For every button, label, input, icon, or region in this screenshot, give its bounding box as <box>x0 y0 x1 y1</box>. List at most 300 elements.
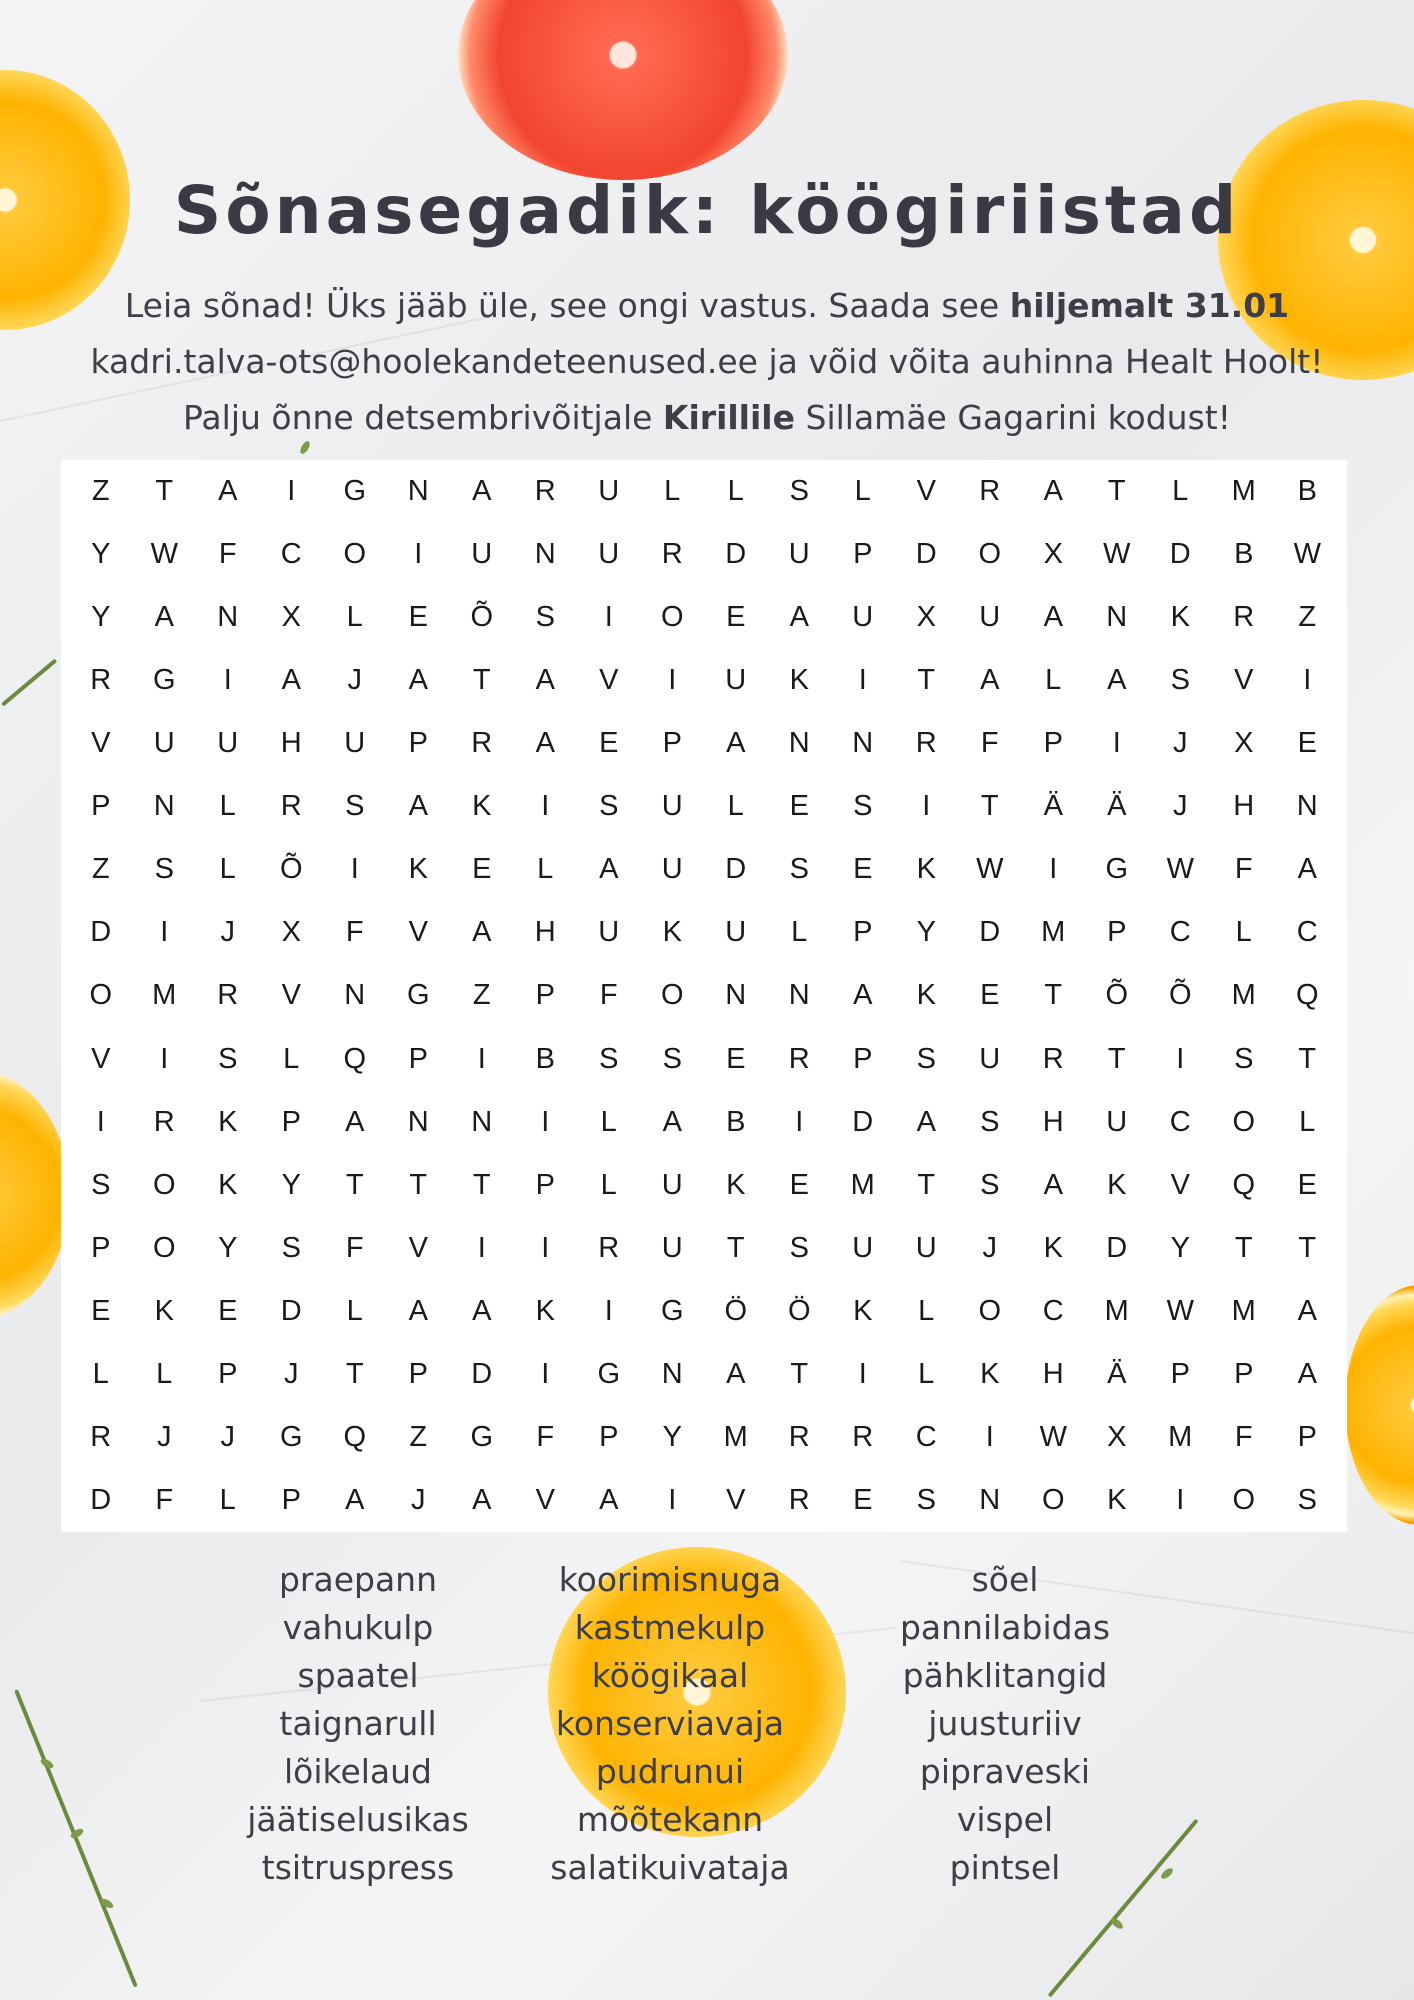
grid-letter[interactable]: R <box>471 727 493 760</box>
grid-letter[interactable]: I <box>477 1231 486 1264</box>
grid-letter[interactable]: I <box>1112 727 1121 760</box>
grid-letter[interactable]: K <box>853 1294 873 1327</box>
grid-letter[interactable]: W <box>1166 853 1194 886</box>
grid-letter[interactable]: P <box>408 1357 428 1390</box>
grid-letter[interactable]: N <box>852 727 874 760</box>
grid-letter[interactable]: Y <box>662 1420 682 1453</box>
grid-letter[interactable]: E <box>853 853 873 886</box>
grid-letter[interactable]: A <box>1043 601 1063 634</box>
grid-letter[interactable]: Ä <box>1107 1357 1127 1390</box>
grid-letter[interactable]: S <box>535 601 555 634</box>
grid-letter[interactable]: M <box>723 1420 748 1453</box>
grid-letter[interactable]: A <box>853 979 873 1012</box>
grid-letter[interactable]: X <box>281 601 301 634</box>
grid-letter[interactable]: I <box>1176 1042 1185 1075</box>
grid-letter[interactable]: V <box>408 1231 428 1264</box>
grid-letter[interactable]: N <box>979 1483 1001 1516</box>
grid-letter[interactable]: P <box>1107 916 1127 949</box>
grid-letter[interactable]: R <box>217 979 239 1012</box>
grid-letter[interactable]: E <box>599 727 619 760</box>
grid-letter[interactable]: A <box>472 1483 492 1516</box>
grid-letter[interactable]: A <box>980 664 1000 697</box>
grid-letter[interactable]: N <box>661 1357 683 1390</box>
grid-letter[interactable]: K <box>1107 1168 1127 1201</box>
grid-letter[interactable]: P <box>853 538 873 571</box>
grid-letter[interactable]: D <box>852 1105 874 1138</box>
grid-letter[interactable]: G <box>470 1420 494 1453</box>
grid-letter[interactable]: T <box>472 664 491 697</box>
grid-letter[interactable]: Y <box>91 538 111 571</box>
grid-letter[interactable]: O <box>978 538 1002 571</box>
grid-letter[interactable]: Ö <box>787 1294 811 1327</box>
grid-letter[interactable]: Ö <box>724 1294 748 1327</box>
grid-letter[interactable]: L <box>918 1294 935 1327</box>
grid-letter[interactable]: A <box>472 475 492 508</box>
grid-letter[interactable]: N <box>788 727 810 760</box>
grid-letter[interactable]: I <box>541 1105 550 1138</box>
grid-letter[interactable]: N <box>471 1105 493 1138</box>
grid-letter[interactable]: J <box>157 1420 172 1453</box>
grid-letter[interactable]: U <box>725 916 747 949</box>
grid-letter[interactable]: S <box>980 1168 1000 1201</box>
grid-letter[interactable]: E <box>980 979 1000 1012</box>
grid-letter[interactable]: V <box>535 1483 555 1516</box>
grid-letter[interactable]: G <box>343 475 367 508</box>
grid-letter[interactable]: P <box>662 727 682 760</box>
grid-letter[interactable]: U <box>217 727 239 760</box>
grid-letter[interactable]: T <box>917 1168 936 1201</box>
grid-letter[interactable]: L <box>156 1357 173 1390</box>
grid-letter[interactable]: H <box>534 916 556 949</box>
grid-letter[interactable]: R <box>598 1231 620 1264</box>
grid-letter[interactable]: O <box>660 601 684 634</box>
grid-letter[interactable]: U <box>598 538 620 571</box>
grid-letter[interactable]: Z <box>91 475 110 508</box>
grid-letter[interactable]: I <box>541 1357 550 1390</box>
grid-letter[interactable]: E <box>408 601 428 634</box>
grid-letter[interactable]: E <box>789 790 809 823</box>
grid-letter[interactable]: R <box>1233 601 1255 634</box>
grid-letter[interactable]: G <box>279 1420 303 1453</box>
grid-letter[interactable]: W <box>976 853 1004 886</box>
grid-letter[interactable]: P <box>91 790 111 823</box>
grid-letter[interactable]: U <box>852 1231 874 1264</box>
grid-letter[interactable]: A <box>154 601 174 634</box>
grid-letter[interactable]: S <box>1234 1042 1254 1075</box>
grid-letter[interactable]: L <box>283 1042 300 1075</box>
grid-letter[interactable]: N <box>788 979 810 1012</box>
grid-letter[interactable]: D <box>725 853 747 886</box>
grid-letter[interactable]: Õ <box>1105 979 1129 1012</box>
grid-letter[interactable]: S <box>218 1042 238 1075</box>
grid-letter[interactable]: N <box>407 475 429 508</box>
grid-letter[interactable]: Q <box>343 1420 367 1453</box>
grid-letter[interactable]: S <box>599 790 619 823</box>
grid-letter[interactable]: W <box>1103 538 1131 571</box>
grid-letter[interactable]: U <box>661 1168 683 1201</box>
grid-letter[interactable]: K <box>408 853 428 886</box>
grid-letter[interactable]: T <box>980 790 999 823</box>
grid-letter[interactable]: L <box>346 601 363 634</box>
grid-letter[interactable]: U <box>344 727 366 760</box>
grid-letter[interactable]: F <box>345 1231 364 1264</box>
grid-letter[interactable]: B <box>1234 538 1254 571</box>
grid-letter[interactable]: L <box>1299 1105 1316 1138</box>
grid-letter[interactable]: Q <box>1232 1168 1256 1201</box>
grid-letter[interactable]: S <box>91 1168 111 1201</box>
grid-letter[interactable]: Z <box>409 1420 428 1453</box>
grid-letter[interactable]: Õ <box>470 601 494 634</box>
grid-letter[interactable]: Z <box>91 853 110 886</box>
grid-letter[interactable]: P <box>853 916 873 949</box>
grid-letter[interactable]: P <box>408 1042 428 1075</box>
grid-letter[interactable]: U <box>598 475 620 508</box>
grid-letter[interactable]: A <box>726 1357 746 1390</box>
grid-letter[interactable]: B <box>726 1105 746 1138</box>
grid-letter[interactable]: A <box>599 1483 619 1516</box>
grid-letter[interactable]: F <box>218 538 237 571</box>
grid-letter[interactable]: U <box>788 538 810 571</box>
grid-letter[interactable]: T <box>409 1168 428 1201</box>
grid-letter[interactable]: S <box>1170 664 1190 697</box>
grid-letter[interactable]: K <box>1107 1483 1127 1516</box>
grid-letter[interactable]: M <box>1168 1420 1193 1453</box>
grid-letter[interactable]: N <box>153 790 175 823</box>
grid-letter[interactable]: A <box>662 1105 682 1138</box>
grid-letter[interactable]: T <box>1107 1042 1126 1075</box>
grid-letter[interactable]: K <box>916 979 936 1012</box>
grid-letter[interactable]: L <box>537 853 554 886</box>
grid-letter[interactable]: X <box>1043 538 1063 571</box>
grid-letter[interactable]: Y <box>1170 1231 1190 1264</box>
grid-letter[interactable]: N <box>344 979 366 1012</box>
grid-letter[interactable]: H <box>1042 1105 1064 1138</box>
grid-letter[interactable]: L <box>664 475 681 508</box>
grid-letter[interactable]: V <box>1170 1168 1190 1201</box>
grid-letter[interactable]: M <box>1231 1294 1256 1327</box>
grid-letter[interactable]: S <box>916 1042 936 1075</box>
grid-letter[interactable]: M <box>1231 475 1256 508</box>
grid-letter[interactable]: C <box>1042 1294 1064 1327</box>
grid-letter[interactable]: I <box>604 1294 613 1327</box>
grid-letter[interactable]: R <box>1042 1042 1064 1075</box>
grid-letter[interactable]: L <box>600 1105 617 1138</box>
grid-letter[interactable]: T <box>1107 475 1126 508</box>
grid-letter[interactable]: L <box>1045 664 1062 697</box>
grid-letter[interactable]: T <box>345 1357 364 1390</box>
grid-letter[interactable]: N <box>1296 790 1318 823</box>
grid-letter[interactable]: Y <box>91 601 111 634</box>
grid-letter[interactable]: I <box>223 664 232 697</box>
grid-letter[interactable]: F <box>599 979 618 1012</box>
grid-letter[interactable]: A <box>1297 1357 1317 1390</box>
grid-letter[interactable]: A <box>281 664 301 697</box>
grid-letter[interactable]: U <box>915 1231 937 1264</box>
grid-letter[interactable]: G <box>406 979 430 1012</box>
grid-letter[interactable]: K <box>916 853 936 886</box>
grid-letter[interactable]: F <box>1234 1420 1253 1453</box>
grid-letter[interactable]: L <box>918 1357 935 1390</box>
grid-letter[interactable]: U <box>153 727 175 760</box>
grid-letter[interactable]: R <box>280 790 302 823</box>
grid-letter[interactable]: D <box>1169 538 1191 571</box>
grid-letter[interactable]: R <box>788 1042 810 1075</box>
grid-letter[interactable]: O <box>1232 1483 1256 1516</box>
grid-letter[interactable]: I <box>795 1105 804 1138</box>
grid-letter[interactable]: T <box>1298 1231 1317 1264</box>
grid-letter[interactable]: I <box>287 475 296 508</box>
grid-letter[interactable]: Y <box>916 916 936 949</box>
grid-letter[interactable]: O <box>978 1294 1002 1327</box>
grid-letter[interactable]: K <box>218 1168 238 1201</box>
grid-letter[interactable]: L <box>854 475 871 508</box>
grid-letter[interactable]: E <box>472 853 492 886</box>
grid-letter[interactable]: I <box>922 790 931 823</box>
grid-letter[interactable]: D <box>90 1483 112 1516</box>
grid-letter[interactable]: D <box>725 538 747 571</box>
grid-letter[interactable]: P <box>535 979 555 1012</box>
grid-letter[interactable]: A <box>1043 1168 1063 1201</box>
grid-letter[interactable]: D <box>1106 1231 1128 1264</box>
grid-letter[interactable]: P <box>218 1357 238 1390</box>
grid-letter[interactable]: Y <box>218 1231 238 1264</box>
grid-letter[interactable]: O <box>152 1168 176 1201</box>
grid-letter[interactable]: G <box>660 1294 684 1327</box>
grid-letter[interactable]: I <box>1176 1483 1185 1516</box>
grid-letter[interactable]: R <box>90 664 112 697</box>
grid-letter[interactable]: P <box>1043 727 1063 760</box>
grid-letter[interactable]: S <box>789 1231 809 1264</box>
grid-letter[interactable]: A <box>1107 664 1127 697</box>
grid-letter[interactable]: C <box>1296 916 1318 949</box>
grid-letter[interactable]: T <box>472 1168 491 1201</box>
grid-letter[interactable]: W <box>1039 1420 1067 1453</box>
grid-letter[interactable]: V <box>91 727 111 760</box>
grid-letter[interactable]: A <box>1297 853 1317 886</box>
grid-letter[interactable]: Ä <box>1043 790 1063 823</box>
grid-letter[interactable]: U <box>661 853 683 886</box>
grid-letter[interactable]: N <box>407 1105 429 1138</box>
grid-letter[interactable]: T <box>790 1357 809 1390</box>
grid-letter[interactable]: V <box>281 979 301 1012</box>
grid-letter[interactable]: A <box>408 1294 428 1327</box>
grid-letter[interactable]: J <box>220 916 235 949</box>
grid-letter[interactable]: L <box>92 1357 109 1390</box>
grid-letter[interactable]: P <box>853 1042 873 1075</box>
grid-letter[interactable]: A <box>218 475 238 508</box>
grid-letter[interactable]: I <box>541 1231 550 1264</box>
grid-letter[interactable]: O <box>1232 1105 1256 1138</box>
grid-letter[interactable]: V <box>91 1042 111 1075</box>
grid-letter[interactable]: A <box>916 1105 936 1138</box>
grid-letter[interactable]: E <box>218 1294 238 1327</box>
grid-letter[interactable]: R <box>979 475 1001 508</box>
grid-letter[interactable]: A <box>726 727 746 760</box>
grid-letter[interactable]: U <box>598 916 620 949</box>
grid-letter[interactable]: I <box>1303 664 1312 697</box>
grid-letter[interactable]: L <box>791 916 808 949</box>
grid-letter[interactable]: W <box>150 538 178 571</box>
grid-letter[interactable]: Q <box>1295 979 1319 1012</box>
grid-letter[interactable]: I <box>858 664 867 697</box>
grid-letter[interactable]: D <box>979 916 1001 949</box>
grid-letter[interactable]: R <box>661 538 683 571</box>
grid-letter[interactable]: A <box>535 664 555 697</box>
grid-letter[interactable]: W <box>1166 1294 1194 1327</box>
grid-letter[interactable]: C <box>1169 1105 1191 1138</box>
grid-letter[interactable]: I <box>541 790 550 823</box>
grid-letter[interactable]: K <box>980 1357 1000 1390</box>
grid-letter[interactable]: K <box>789 664 809 697</box>
grid-letter[interactable]: W <box>1293 538 1321 571</box>
grid-letter[interactable]: P <box>1297 1420 1317 1453</box>
grid-letter[interactable]: A <box>345 1483 365 1516</box>
grid-letter[interactable]: A <box>789 601 809 634</box>
grid-letter[interactable]: Q <box>343 1042 367 1075</box>
grid-letter[interactable]: O <box>343 538 367 571</box>
grid-letter[interactable]: S <box>980 1105 1000 1138</box>
grid-letter[interactable]: V <box>599 664 619 697</box>
grid-letter[interactable]: M <box>1104 1294 1129 1327</box>
grid-letter[interactable]: V <box>726 1483 746 1516</box>
grid-letter[interactable]: D <box>280 1294 302 1327</box>
grid-letter[interactable]: L <box>219 1483 236 1516</box>
grid-letter[interactable]: A <box>1297 1294 1317 1327</box>
grid-letter[interactable]: U <box>661 790 683 823</box>
grid-letter[interactable]: P <box>281 1105 301 1138</box>
grid-letter[interactable]: I <box>604 601 613 634</box>
grid-letter[interactable]: I <box>414 538 423 571</box>
grid-letter[interactable]: E <box>853 1483 873 1516</box>
grid-letter[interactable]: U <box>979 1042 1001 1075</box>
grid-letter[interactable]: L <box>219 853 236 886</box>
grid-letter[interactable]: K <box>726 1168 746 1201</box>
grid-letter[interactable]: E <box>726 1042 746 1075</box>
grid-letter[interactable]: B <box>1297 475 1317 508</box>
grid-letter[interactable]: B <box>535 1042 555 1075</box>
grid-letter[interactable]: M <box>850 1168 875 1201</box>
grid-letter[interactable]: U <box>725 664 747 697</box>
grid-letter[interactable]: S <box>662 1042 682 1075</box>
grid-letter[interactable]: Õ <box>279 853 303 886</box>
grid-letter[interactable]: J <box>220 1420 235 1453</box>
grid-letter[interactable]: A <box>472 916 492 949</box>
grid-letter[interactable]: C <box>280 538 302 571</box>
grid-letter[interactable]: E <box>91 1294 111 1327</box>
grid-letter[interactable]: Ä <box>1107 790 1127 823</box>
grid-letter[interactable]: J <box>411 1483 426 1516</box>
grid-letter[interactable]: Õ <box>1168 979 1192 1012</box>
grid-letter[interactable]: Z <box>472 979 491 1012</box>
grid-letter[interactable]: P <box>599 1420 619 1453</box>
grid-letter[interactable]: A <box>408 790 428 823</box>
grid-letter[interactable]: G <box>1105 853 1129 886</box>
grid-letter[interactable]: T <box>1234 1231 1253 1264</box>
grid-letter[interactable]: E <box>726 601 746 634</box>
grid-letter[interactable]: H <box>1233 790 1255 823</box>
grid-letter[interactable]: C <box>1169 916 1191 949</box>
grid-letter[interactable]: I <box>858 1357 867 1390</box>
grid-letter[interactable]: U <box>1106 1105 1128 1138</box>
grid-letter[interactable]: R <box>534 475 556 508</box>
grid-letter[interactable]: R <box>788 1483 810 1516</box>
grid-letter[interactable]: A <box>472 1294 492 1327</box>
grid-letter[interactable]: T <box>155 475 174 508</box>
grid-letter[interactable]: Z <box>1298 601 1317 634</box>
grid-letter[interactable]: V <box>408 916 428 949</box>
grid-letter[interactable]: P <box>1234 1357 1254 1390</box>
grid-letter[interactable]: X <box>916 601 936 634</box>
grid-letter[interactable]: K <box>472 790 492 823</box>
grid-letter[interactable]: U <box>852 601 874 634</box>
grid-letter[interactable]: X <box>1234 727 1254 760</box>
grid-letter[interactable]: S <box>1297 1483 1317 1516</box>
grid-letter[interactable]: R <box>90 1420 112 1453</box>
grid-letter[interactable]: K <box>154 1294 174 1327</box>
grid-letter[interactable]: J <box>982 1231 997 1264</box>
grid-letter[interactable]: L <box>727 475 744 508</box>
grid-letter[interactable]: G <box>597 1357 621 1390</box>
grid-letter[interactable]: O <box>660 979 684 1012</box>
grid-letter[interactable]: J <box>1173 727 1188 760</box>
grid-letter[interactable]: A <box>345 1105 365 1138</box>
grid-letter[interactable]: O <box>89 979 113 1012</box>
grid-letter[interactable]: E <box>1297 727 1317 760</box>
grid-letter[interactable]: K <box>535 1294 555 1327</box>
grid-letter[interactable]: P <box>535 1168 555 1201</box>
grid-letter[interactable]: I <box>160 916 169 949</box>
grid-letter[interactable]: J <box>347 664 362 697</box>
grid-letter[interactable]: S <box>599 1042 619 1075</box>
grid-letter[interactable]: L <box>1235 916 1252 949</box>
grid-letter[interactable]: M <box>152 979 177 1012</box>
grid-letter[interactable]: T <box>345 1168 364 1201</box>
grid-letter[interactable]: X <box>281 916 301 949</box>
grid-letter[interactable]: F <box>980 727 999 760</box>
grid-letter[interactable]: K <box>662 916 682 949</box>
grid-letter[interactable]: D <box>915 538 937 571</box>
grid-letter[interactable]: V <box>916 475 936 508</box>
grid-letter[interactable]: S <box>281 1231 301 1264</box>
grid-letter[interactable]: L <box>1172 475 1189 508</box>
grid-letter[interactable]: D <box>90 916 112 949</box>
grid-letter[interactable]: S <box>154 853 174 886</box>
grid-letter[interactable]: F <box>345 916 364 949</box>
grid-letter[interactable]: L <box>727 790 744 823</box>
grid-letter[interactable]: S <box>789 853 809 886</box>
grid-letter[interactable]: I <box>985 1420 994 1453</box>
grid-letter[interactable]: T <box>1044 979 1063 1012</box>
grid-letter[interactable]: P <box>1170 1357 1190 1390</box>
grid-letter[interactable]: V <box>1234 664 1254 697</box>
grid-letter[interactable]: F <box>536 1420 555 1453</box>
grid-letter[interactable]: J <box>1173 790 1188 823</box>
grid-letter[interactable]: I <box>96 1105 105 1138</box>
grid-letter[interactable]: H <box>1042 1357 1064 1390</box>
grid-letter[interactable]: C <box>915 1420 937 1453</box>
grid-letter[interactable]: P <box>91 1231 111 1264</box>
grid-letter[interactable]: T <box>726 1231 745 1264</box>
grid-letter[interactable]: F <box>1234 853 1253 886</box>
grid-letter[interactable]: I <box>350 853 359 886</box>
grid-letter[interactable]: L <box>219 790 236 823</box>
grid-letter[interactable]: R <box>788 1420 810 1453</box>
grid-letter[interactable]: J <box>284 1357 299 1390</box>
grid-letter[interactable]: U <box>471 538 493 571</box>
grid-letter[interactable]: X <box>1107 1420 1127 1453</box>
grid-letter[interactable]: T <box>917 664 936 697</box>
grid-letter[interactable]: N <box>217 601 239 634</box>
